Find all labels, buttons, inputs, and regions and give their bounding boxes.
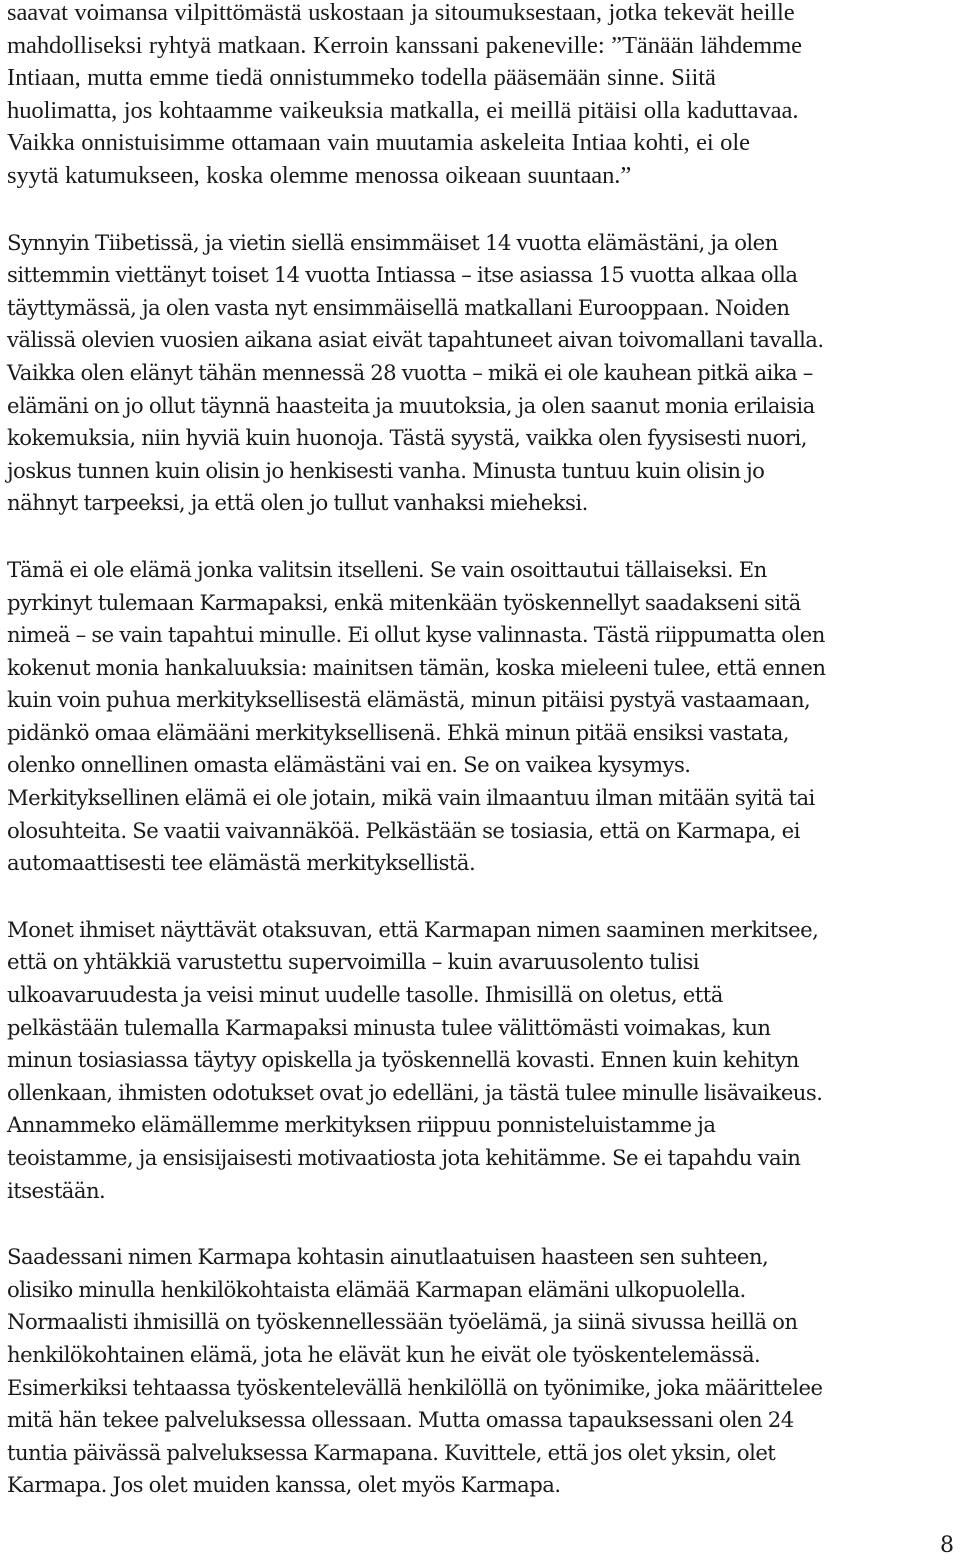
text-line: joskus tunnen kuin olisin jo henkisesti vanha. Minusta tuntuu kuin olisin jo — [7, 457, 765, 483]
text-line: Monet ihmiset näyttävät otaksuvan, että Karmapan nimen saaminen merkitsee, — [7, 916, 819, 942]
text-line: Intiaan, mutta emme tiedä onnistummeko todella pääsemään sinne. Siitä — [7, 64, 716, 92]
text-line: pidänkö omaa elämääni merkityksellisenä. Ehkä minun pitää ensiksi vastata, — [7, 719, 789, 745]
text-line: Merkityksellinen elämä ei ole jotain, mikä vain ilmaantuu ilman mitään syitä tai — [7, 785, 815, 811]
paragraph-personal-life — [7, 1241, 953, 1502]
text-line: kuin voin puhua merkityksellisestä elämästä, minun pitäisi pystyä vastaamaan, — [7, 687, 811, 713]
text-line: tuntia päivässä palveluksessa Karmapana. Kuvittele, että jos olet yksin, olet — [7, 1439, 776, 1465]
text-line: mahdolliseksi ryhtyä matkaan. Kerroin kanssani pakeneville: ”Tänään lähdemme — [7, 31, 802, 59]
text-line: ulkoavaruudesta ja veisi minut uudelle tasolle. Ihmisillä on oletus, että — [7, 982, 723, 1008]
text-line: nimeä – se vain tapahtui minulle. Ei ollut kyse valinnasta. Tästä riippumatta olen — [7, 622, 825, 648]
text-line: olenko onnellinen omasta elämästäni vai en. Se on vaikea kysymys. — [7, 752, 691, 778]
text-line: Annammeko elämällemme merkityksen riippuu ponnisteluistamme ja — [7, 1112, 716, 1138]
text-line: elämäni on jo ollut täynnä haasteita ja muutoksia, ja olen saanut monia erilaisia — [7, 392, 815, 418]
text-line: automaattisesti tee elämästä merkityksellistä. — [7, 850, 476, 876]
text-line: olosuhteita. Se vaatii vaivannäköä. Pelkästään se tosiasia, että on Karmapa, ei — [7, 817, 800, 843]
text-line: sittemmin viettänyt toiset 14 vuotta Intiassa – itse asiassa 15 vuotta alkaa olla — [7, 262, 798, 288]
text-line: minun tosiasiassa täytyy opiskella ja työskennellä kovasti. Ennen kuin kehityn — [7, 1047, 799, 1073]
text-line: henkilökohtainen elämä, jota he elävät kun he eivät ole työskentelemässä. — [7, 1341, 761, 1367]
paragraph-expectations — [7, 914, 953, 1207]
text-line: pelkästään tulemalla Karmapaksi minusta tulee välittömästi voimakas, kun — [7, 1014, 771, 1040]
paragraph-not-chosen-life — [7, 554, 953, 880]
text-line: saavat voimansa vilpittömästä uskostaan ja sitoumuksestaan, jotka tekevät heille — [7, 0, 795, 26]
text-line: huolimatta, jos kohtaamme vaikeuksia matkalla, ei meillä pitäisi olla kaduttavaa. — [7, 96, 799, 124]
text-line: Saadessani nimen Karmapa kohtasin ainutlaatuisen haasteen sen suhteen, — [7, 1244, 769, 1270]
text-line: olisiko minulla henkilökohtaista elämää Karmapan elämäni ulkopuolella. — [7, 1276, 746, 1302]
text-line: itsestään. — [7, 1177, 106, 1203]
text-line: Vaikka onnistuisimme ottamaan vain muutamia askeleita Intiaa kohti, ei ole — [7, 129, 750, 157]
text-line: Esimerkiksi tehtaassa työskentelevällä henkilöllä on työnimike, joka määrittelee — [7, 1374, 823, 1400]
page-number: 8 — [940, 1533, 954, 1558]
text-line: että on yhtäkkiä varustettu supervoimilla – kuin avaruusolento tulisi — [7, 949, 700, 975]
text-line: Synnyin Tiibetissä, ja vietin siellä ensimmäiset 14 vuotta elämästäni, ja olen — [7, 229, 778, 255]
text-line: pyrkinyt tulemaan Karmapaksi, enkä mitenkään työskennellyt saadakseni sitä — [7, 589, 801, 615]
text-line: Vaikka olen elänyt tähän mennessä 28 vuotta – mikä ei ole kauhean pitkä aika – — [7, 359, 813, 385]
text-line: ollenkaan, ihmisten odotukset ovat jo edelläni, ja tästä tulee minulle lisävaikeus. — [7, 1079, 823, 1105]
text-line: teoistamme, ja ensisijaisesti motivaatiosta jota kehitämme. Se ei tapahdu vain — [7, 1145, 801, 1170]
text-line: Normaalisti ihmisillä on työskennellessään työelämä, ja siinä sivussa heillä on — [7, 1309, 798, 1335]
text-line: Karmapa. Jos olet muiden kanssa, olet myös Karmapa. — [7, 1472, 561, 1498]
text-line: mitä hän tekee palveluksessa ollessaan. Mutta omassa tapauksessani olen 24 — [7, 1407, 794, 1433]
document-body — [7, 0, 953, 1536]
text-line: Tämä ei ole elämä jonka valitsin itselleni. Se vain osoittautui tällaiseksi. En — [7, 556, 767, 582]
text-line: nähnyt tarpeeksi, ja että olen jo tullut vanhaksi mieheksi. — [7, 490, 588, 516]
text-line: välissä olevien vuosien aikana asiat eivät tapahtuneet aivan toivomallani tavalla. — [7, 327, 824, 353]
text-line: kokenut monia hankaluuksia: mainitsen tämän, koska mieleeni tulee, että ennen — [7, 654, 826, 680]
paragraph-born-in-tibet — [7, 227, 953, 520]
text-line: täyttymässä, ja olen vasta nyt ensimmäisellä matkallani Eurooppaan. Noiden — [7, 294, 790, 320]
text-line: kokemuksia, niin hyviä kuin huonoja. Tästä syystä, vaikka olen fyysisesti nuori, — [7, 425, 807, 451]
text-line: syytä katumukseen, koska olemme menossa oikeaan suuntaan.” — [7, 161, 632, 189]
paragraph-escape-intro — [7, 0, 953, 193]
